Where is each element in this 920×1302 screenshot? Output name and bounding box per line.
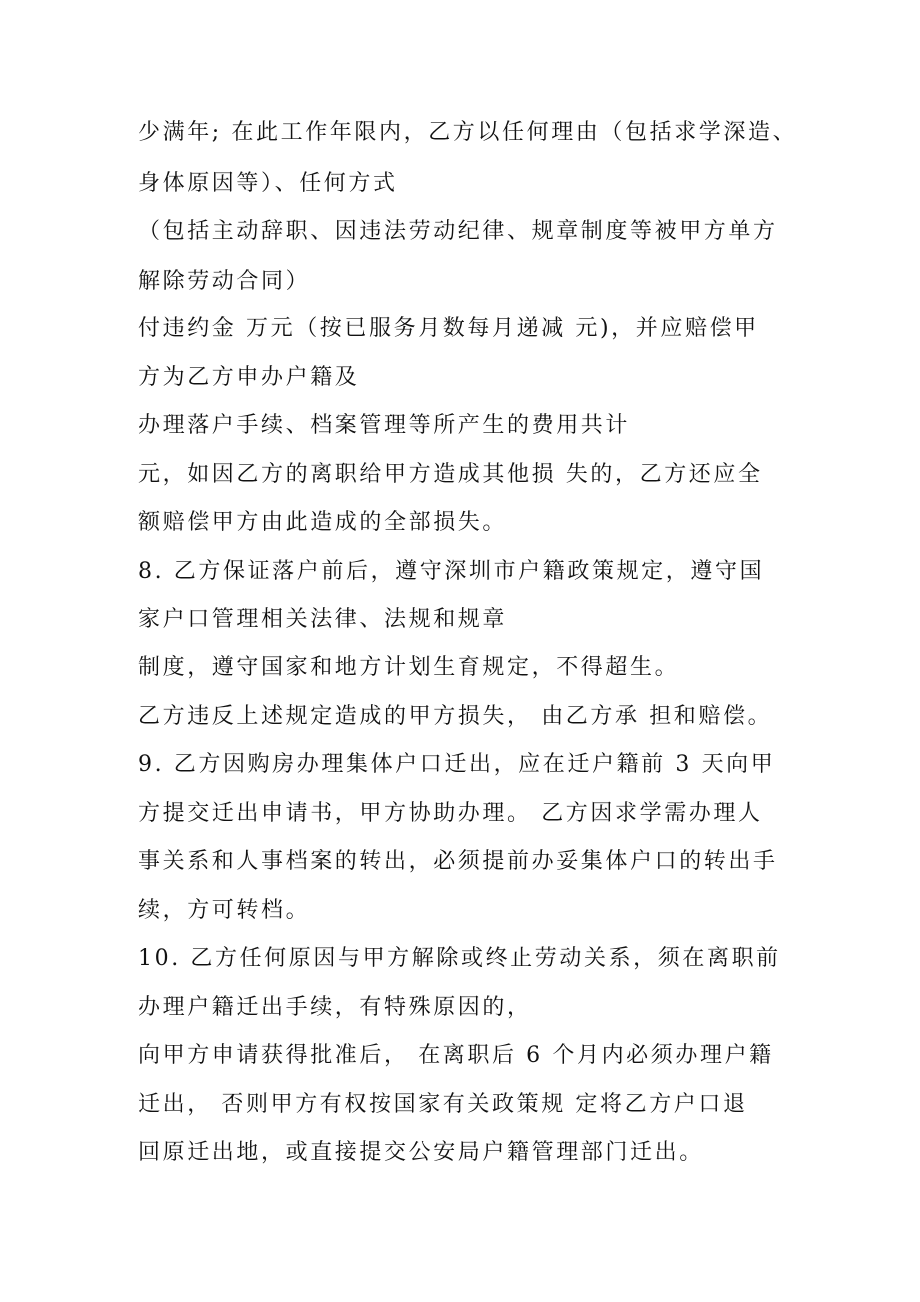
paragraph-line: 乙方违反上述规定造成的甲方损失， 由乙方承 担和赔偿。 xyxy=(138,704,773,729)
paragraph-line: 向甲方申请获得批准后， 在离职后 6 个月内必须办理户籍 xyxy=(138,1043,774,1068)
paragraph-line: 回原迁出地，或直接提交公安局户籍管理部门迁出。 xyxy=(138,1140,704,1165)
paragraph-line: （包括主动辞职、因违法劳动纪律、规章制度等被甲方单方 xyxy=(138,219,778,244)
paragraph-line: 家户口管理相关法律、法规和规章 xyxy=(138,607,508,632)
paragraph-line: 付违约金 万元（按已服务月数每月递减 元)，并应赔偿甲 xyxy=(138,316,759,341)
paragraph-line: 10. 乙方任何原因与甲方解除或终止劳动关系，须在离职前 xyxy=(138,946,781,971)
paragraph-line: 解除劳动合同） xyxy=(138,269,311,294)
paragraph-line: 身体原因等）、任何方式 xyxy=(138,171,398,196)
paragraph-line: 8. 乙方保证落户前后，遵守深圳市户籍政策规定，遵守国 xyxy=(138,559,765,584)
paragraph-line: 额赔偿甲方由此造成的全部损失。 xyxy=(138,510,508,535)
paragraph-line: 续，方可转档。 xyxy=(138,898,311,923)
paragraph-line: 制度，遵守国家和地方计划生育规定，不得超生。 xyxy=(138,655,680,680)
paragraph-line: 方为乙方申办户籍及 xyxy=(138,365,360,390)
paragraph-line: 元，如因乙方的离职给甲方造成其他损 失的，乙方还应全 xyxy=(138,462,763,487)
paragraph-line: 办理落户手续、档案管理等所产生的费用共计 xyxy=(138,413,631,438)
paragraph-line: 9. 乙方因购房办理集体户口迁出，应在迁户籍前 3 天向甲 xyxy=(138,752,776,777)
paragraph-line: 方提交迁出申请书，甲方协助办理。 乙方因求学需办理人 xyxy=(138,801,763,826)
paragraph-line: 少满年; 在此工作年限内，乙方以任何理由（包括求学深造、 xyxy=(138,120,798,145)
paragraph-line: 事关系和人事档案的转出，必须提前办妥集体户口的转出手 xyxy=(138,849,778,874)
paragraph-line: 迁出， 否则甲方有权按国家有关政策规 定将乙方户口退 xyxy=(138,1092,748,1117)
paragraph-line: 办理户籍迁出手续，有特殊原因的， xyxy=(138,995,532,1020)
